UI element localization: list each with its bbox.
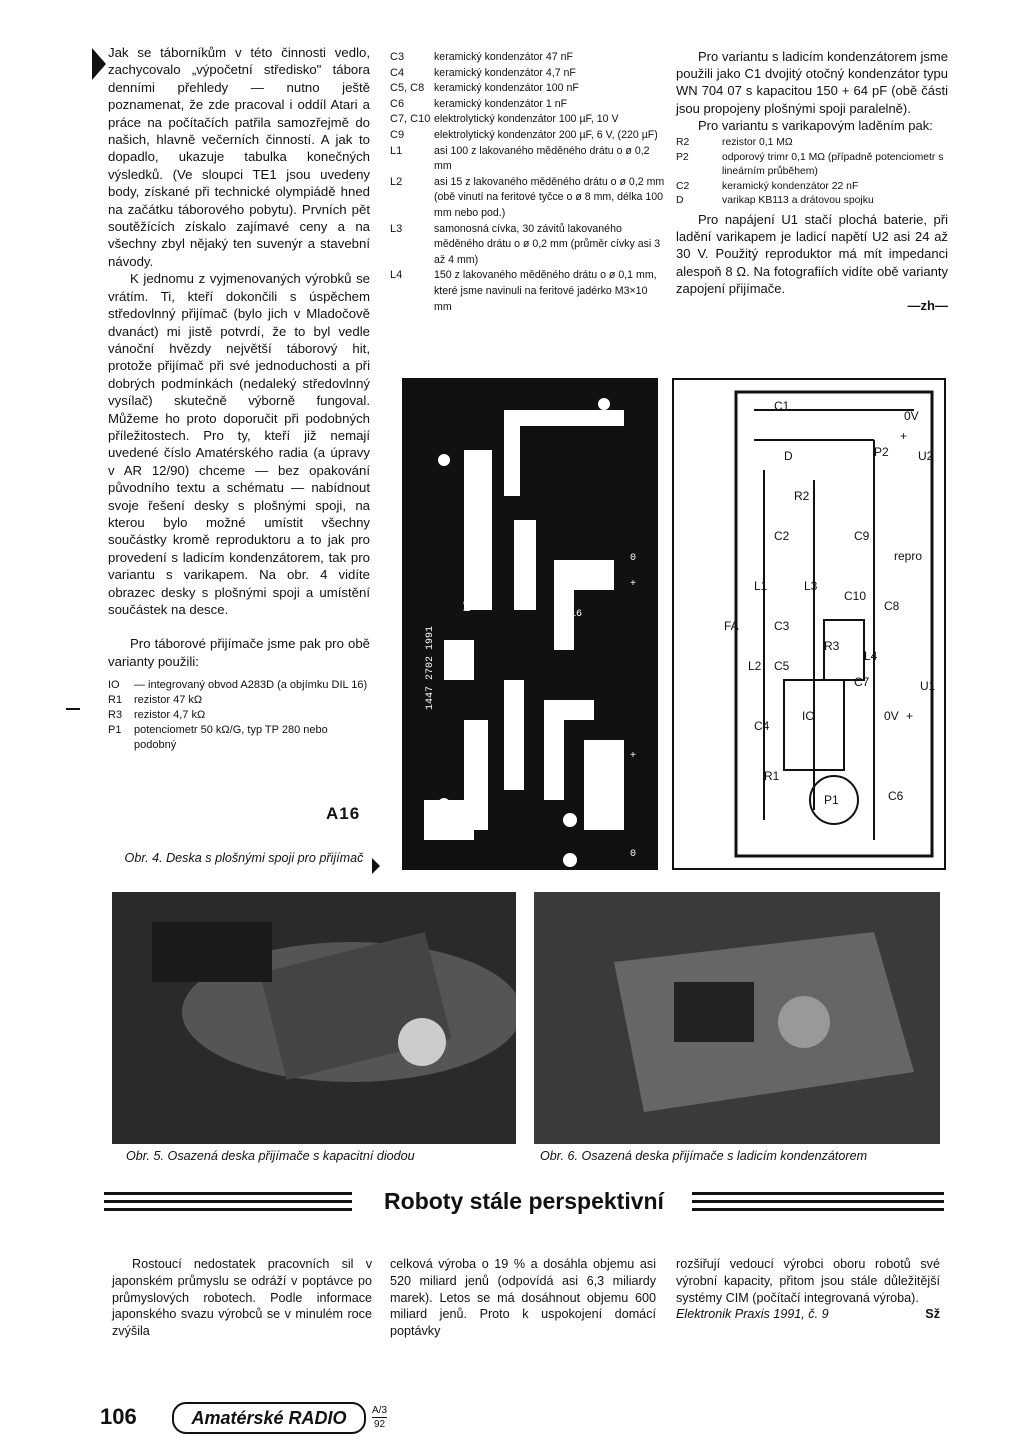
label-u2: U2 — [918, 449, 934, 463]
header-rule — [692, 1192, 944, 1195]
label-r1: R1 — [764, 769, 780, 783]
parts-list-1 — [108, 678, 370, 753]
label-r2: R2 — [794, 489, 810, 503]
issue-number: A/3 92 — [372, 1405, 388, 1430]
list-item: C9 elektrolytický kondenzátor 200 µF, 6 V, (220 µF) — [390, 128, 658, 141]
label-plus-top: + — [900, 429, 908, 443]
label-repro: repro — [894, 549, 923, 563]
paragraph-1: Jak se táborníkům v této činnosti vedlo, zachycovalo „výpočetní středisko" tábora denními přehledy — nutno ještě poznamenat, že zde pracoval i oddíl Atari a práce na počítačích patřila samozřejmě do našich, hlavně večerních činností. A jak to dopadlo, ukazuje tabulka konečných výsledků. (Ve sloupci TE1 jsou uvedeny body, získané při technické olympiádě hned na začátku táborového pobytu). Prvních pět soutěžících získalo zajímavé ceny a na všechny zbyl nějaký ten suvenýr a stavební návody. — [108, 45, 370, 269]
author-initials: Sž — [925, 1307, 940, 1322]
label-p1: P1 — [824, 793, 839, 807]
board-label-0c: 0 — [464, 803, 471, 814]
parts-list-3 — [676, 136, 948, 209]
label-c10: C10 — [844, 589, 867, 603]
paragraph-5: Pro variantu s varikapovým laděním pak: — [698, 117, 933, 133]
label-c3: C3 — [774, 619, 790, 633]
header-rule — [104, 1208, 352, 1211]
list-item: C7, C10 elektrolytický kondenzátor 100 µF, 10 V — [390, 113, 619, 126]
label-p2: P2 — [874, 445, 889, 459]
label-d: D — [784, 449, 793, 463]
list-item: C3 keramický kondenzátor 47 nF — [390, 51, 573, 63]
photo-capacitor-drawing — [534, 892, 940, 1144]
list-marker-icon — [66, 708, 80, 710]
pcb-copper-drawing — [404, 380, 656, 868]
parts-list-2 — [390, 50, 666, 315]
list-item: L2 asi 15 z lakovaného měděného drátu o ø 0,2 mm (obě vinutí na feritové tyčce o ø 8 mm, délka 100 mm nebo pod.) — [390, 175, 665, 219]
magazine-logo: Amatérské RADIO — [172, 1402, 366, 1434]
list-item: P1 potenciometr 50 kΩ/G, typ TP 280 nebo podobný — [108, 724, 328, 752]
paragraph-2: K jednomu z vyjmenovaných výrobků se vrátím. Ti, kteří dokončili s úspěchem středovlnný přijímač (bylo jich v Mladočově dvanáct) mi jistě potvrdí, že to byl vedle vánoční hvězdy největší táborový hit, protože přijímač při své jednoduchosti a při dobrých podmínkách (nedaleký středovlnný vysílač) skutečně výborně fungoval. Můžeme ho proto doporučit při podobných příležitostech. Pro ty, kteří již nemají uvedené číslo Amatérského radia (a úpravy v AR 12/90) chceme — bez opakování původního textu a schématu — nabídnout svoje řešení desky s plošnými spoji, na kterou bylo možné umístit všechny součástky kromě reproduktoru a to jak pro provedení s ladicím kondenzátorem, tak pro variantu s varikapem. Na obr. 4 vidíte obrazec desky s plošnými spoji a umístění součástek na desce. — [108, 271, 370, 617]
label-c2: C2 — [774, 529, 790, 543]
label-c6: C6 — [888, 789, 904, 803]
label-c9: C9 — [854, 529, 870, 543]
label-u1: U1 — [920, 679, 936, 693]
second-article-column-1 — [112, 1256, 372, 1340]
second-article-column-3 — [676, 1256, 940, 1323]
list-item: P2 odporový trimr 0,1 MΩ (případně potenciometr s lineárním průběhem) — [676, 151, 944, 178]
pcb-component-drawing — [674, 380, 944, 868]
board-label-plus: + — [630, 579, 637, 590]
header-rule — [692, 1200, 944, 1203]
label-r3: R3 — [824, 639, 840, 653]
list-item: C6 keramický kondenzátor 1 nF — [390, 97, 568, 110]
label-l3: L3 — [804, 579, 818, 593]
list-item: C4 keramický kondenzátor 4,7 nF — [390, 66, 576, 79]
pcb-copper-pattern — [402, 378, 658, 870]
paragraph-4: Pro variantu s ladicím kondenzátorem jsme použili jako C1 dvojitý otočný kondenzátor typu WN 704 07 s kapacitou 150 + 64 pF (obě části jsou propojeny plošnými spoji paralelně). — [676, 49, 948, 116]
header-rule — [104, 1192, 352, 1195]
board-label-l2: L2 — [463, 599, 474, 612]
list-item: L4 150 z lakovaného měděného drátu o ø 0,1 mm, které jsme navinuli na feritové jadérko M3×10 mm — [390, 269, 657, 313]
signature: —zh— — [907, 298, 948, 313]
photo-varicap-drawing — [112, 892, 516, 1144]
figure-5-caption: Obr. 5. Osazená deska přijímače s kapacitní diodou — [126, 1149, 415, 1163]
figure-4-caption: Obr. 4. Deska s plošnými spoji pro přijímač — [124, 851, 364, 865]
board-label-16: 16 — [570, 609, 583, 620]
figure-6-caption: Obr. 6. Osazená deska přijímače s ladicím kondenzátorem — [540, 1149, 868, 1163]
board-label-plus-b: + — [630, 751, 637, 762]
source-citation: Elektronik Praxis 1991, č. 9 — [676, 1307, 829, 1322]
paragraph-6: Pro napájení U1 stačí plochá baterie, při ladění varikapem je ladicí napětí U2 asi 24 až 30 V. Použitý reproduktor má mít impedanci alespoň 8 Ω. Na fotografiích vidíte obě varianty zapojení přijímače. — [676, 211, 948, 296]
list-item: R1 rezistor 47 kΩ — [108, 694, 203, 707]
label-l4: L4 — [864, 649, 878, 663]
label-c4: C4 — [754, 719, 770, 733]
photo-board-varicap — [112, 892, 516, 1144]
list-item: R2 rezistor 0,1 MΩ — [676, 137, 793, 149]
second-paragraph-2: celková výroba o 19 % a dosáhla objemu asi 520 miliard jenů (odpovídá asi 6,3 miliardy marek). Letos se má dosáhnout objemu 600 miliard jenů. Proto k uspokojení domácí poptávky — [390, 1257, 656, 1339]
board-serial: 1447 2702 1991 — [425, 625, 436, 710]
label-c8: C8 — [884, 599, 900, 613]
second-article-column-2 — [390, 1256, 656, 1340]
list-item: IO — integrovaný obvod A283D (a objímku DIL 16) — [108, 679, 368, 692]
page-number: 106 — [100, 1404, 137, 1429]
list-item: L1 asi 100 z lakovaného měděného drátu o ø 0,2 mm — [390, 144, 650, 173]
label-c7: C7 — [854, 675, 870, 689]
page-footer — [100, 1400, 960, 1440]
label-c5: C5 — [774, 659, 790, 673]
article-column-3 — [676, 48, 948, 314]
caption-arrow-icon — [372, 858, 380, 874]
list-item: R3 rezistor 4,7 kΩ — [108, 709, 206, 722]
list-item: C5, C8 keramický kondenzátor 100 nF — [390, 82, 579, 95]
header-rule — [104, 1200, 352, 1203]
photo-board-capacitor — [534, 892, 940, 1144]
source-line — [676, 1306, 940, 1323]
list-item: D varikap KB113 a drátovou spojku — [676, 195, 874, 207]
list-item: L3 samonosná cívka, 30 závitů lakovaného měděného drátu o ø 0,2 mm (průměr cívky asi 3 až 4 mm) — [390, 222, 661, 266]
article-column-1 — [108, 44, 370, 753]
board-label-0: 0 — [630, 553, 637, 564]
section-marker-icon — [92, 48, 106, 80]
second-article-title: Roboty stále perspektivní — [384, 1188, 664, 1214]
second-paragraph-1: Rostoucí nedostatek pracovních sil v japonském průmyslu se odráží v poptávce po průmyslových robotech. Podle informace japonského svazu výrobců se v minulém roce zvýšila — [112, 1257, 372, 1339]
label-fa: FA — [724, 619, 739, 633]
paragraph-3: Pro táborové přijímače jsme pak pro obě varianty použili: — [108, 636, 370, 669]
label-l2: L2 — [748, 659, 762, 673]
article-code: A16 — [326, 804, 361, 823]
label-0v-top: 0V — [904, 409, 919, 423]
label-0v-bottom: 0V — [884, 709, 899, 723]
second-article-header — [104, 1184, 944, 1224]
pcb-component-layout — [672, 378, 946, 870]
label-plus-bottom: + — [906, 709, 914, 723]
board-label-l1: L1 — [463, 665, 474, 678]
board-label-0b: 0 — [630, 849, 637, 860]
label-c1: C1 — [774, 399, 790, 413]
second-paragraph-3: rozšiřují vedoucí výrobci oboru robotů své výrobní kapacity, přitom jsou stále důležitější systémy CIM (počítačí integrovaná výroba). — [676, 1257, 940, 1305]
label-l1: L1 — [754, 579, 768, 593]
header-rule — [692, 1208, 944, 1211]
list-item: C2 keramický kondenzátor 22 nF — [676, 180, 859, 192]
label-io: IO — [802, 709, 815, 723]
article-column-2 — [390, 50, 666, 315]
